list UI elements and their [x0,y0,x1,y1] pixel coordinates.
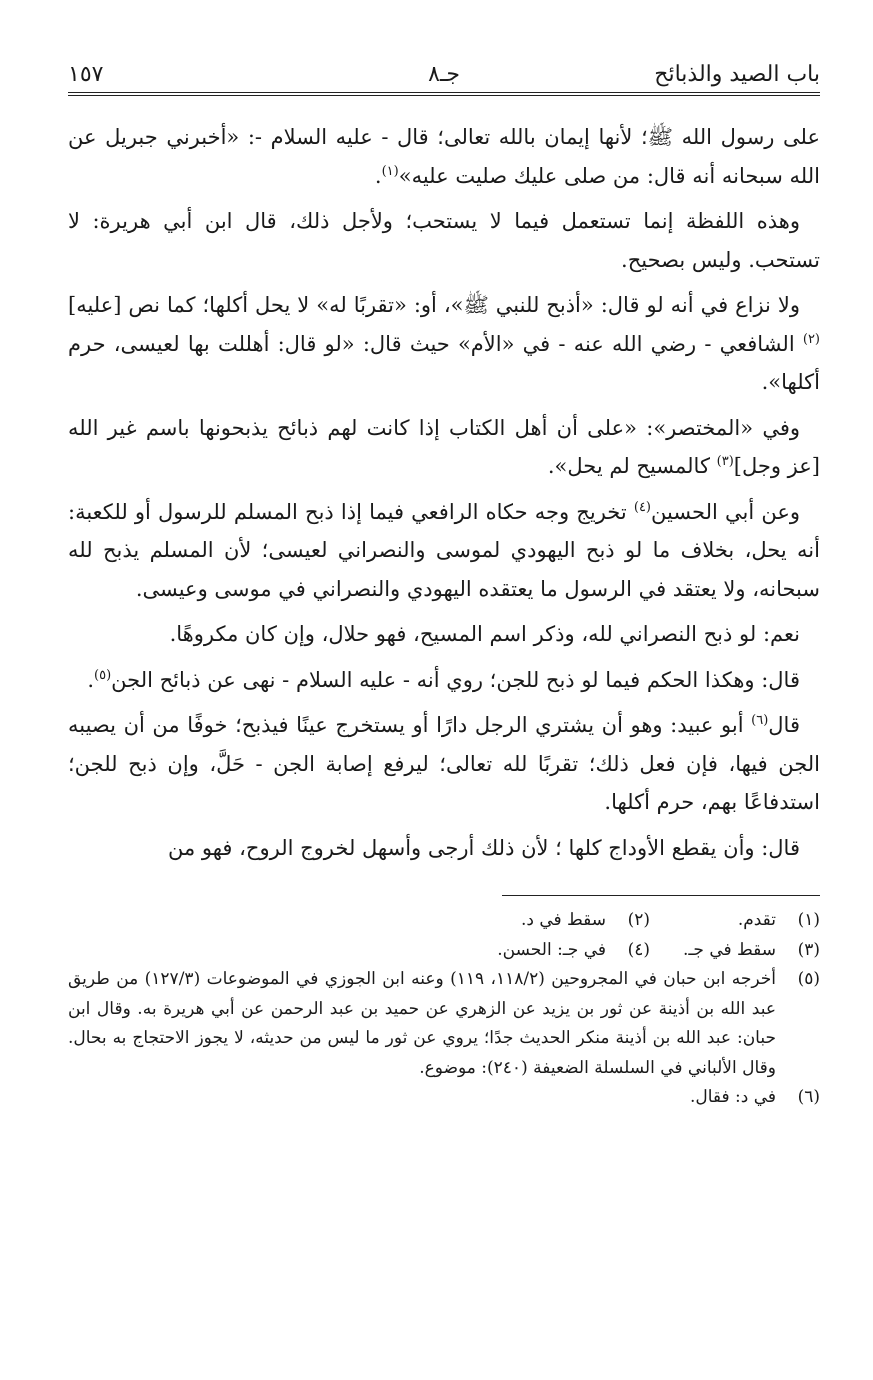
volume-label: جـ٨ [428,62,460,87]
footnote-text: في جـ: الحسن. [497,939,606,960]
paragraph [68,118,820,195]
paragraph [68,661,820,700]
footnotes [68,906,820,1113]
footnote-text: سقط في جـ. [683,939,776,960]
footnote-number: (٦) [797,1087,820,1107]
footnote-text: أخرجه ابن حبان في المجروحين (١١٨/٢، ١١٩) وعنه ابن الجوزي في الموضوعات (١٢٧/٣) من طريق عبد الله بن أذينة عن ثور بن يزيد عن الزهري عن حميد بن عبد الرحمن عن أبي هريرة به. وقال ابن حبان: عبد الله بن أذينة منكر الحديث جدًا؛ يروي عن ثور ما ليس من حديثه، لا يجوز الاحتجاج به بحال. وقال الألباني في السلسلة الضعيفة (٢٤٠): موضوع. [68,969,776,1078]
main-text [68,118,820,867]
text-run: . [87,667,95,692]
text-run: على رسول الله ﷺ؛ لأنها إيمان بالله تعالى؛ قال - عليه السلام -: «أخبرني جبريل عن الله سبحانه أنه قال: من صلى عليك صليت عليه» [68,125,820,188]
text-run: قال [768,713,800,737]
footnote-number: (٥) [797,969,820,989]
footnote-marker: (٤) [633,499,651,515]
footnote-number: (٢) [627,910,650,930]
footnote-5 [68,965,820,1083]
paragraph [68,615,820,654]
footnote-row [68,906,820,936]
paragraph [68,829,820,868]
text-run: وهذه اللفظة إنما تستعمل فيما لا يستحب؛ ولأجل ذلك، قال ابن أبي هريرة: لا تستحب. وليس بصحيح. [68,209,820,272]
paragraph [68,286,820,402]
footnote-row [68,936,820,966]
text-run: وعن أبي الحسين [651,499,800,524]
text-run: ولا نزاع في أنه لو قال: «أذبح للنبي ﷺ»، أو: «تقربًا له» لا يحل أكلها؛ كما نص [عليه] [68,293,800,317]
running-header [68,58,820,92]
text-run: الشافعي - رضي الله عنه - في «الأم» حيث قال: «لو قال: أهللت بها لعيسى، حرم أكلها». [68,331,820,394]
footnote-marker: (٥) [94,667,112,683]
paragraph [68,202,820,279]
footnote-2 [480,906,650,936]
footnote-marker: (٣) [716,454,734,469]
footnote-1 [650,906,820,936]
footnote-text: في د: فقال. [689,1087,776,1107]
text-run: . [374,163,382,188]
text-run: كالمسيح لم يحل». [547,454,717,478]
footnote-marker: (٦) [751,713,769,728]
text-run: تخريج وجه حكاه الرافعي فيما إذا ذبح المسلم للرسول أو للكعبة: أنه يحل، بخلاف ما لو ذبح اليهودي لموسى والنصراني لعيسى؛ لأن المسلم يذبح لله سبحانه، ولا يعتقد في الرسول ما يعتقده اليهودي والنصراني في موسى وعيسى. [68,499,820,601]
header-rule [68,92,820,96]
text-run: نعم: لو ذبح النصراني لله، وذكر اسم المسيح، فهو حلال، وإن كان مكروهًا. [169,622,800,646]
footnote-6 [68,1083,820,1113]
footnote-text: تقدم. [737,910,776,930]
footnote-number: (٣) [797,939,820,960]
footnote-text: سقط في د. [520,910,606,930]
footnote-number: (٤) [627,939,650,960]
text-run: وفي «المختصر»: «على أن أهل الكتاب إذا كانت لهم ذبائح يذبحونها باسم غير الله [عز وجل] [68,415,820,478]
footnote-3 [650,936,820,966]
footnote-marker: (٢) [802,331,820,347]
book-page [68,58,820,1113]
paragraph [68,493,820,609]
text-run: أبو عبيد: وهو أن يشتري الرجل دارًا أو يستخرج عينًا فيذبح؛ خوفًا من أن يصيبه الجن فيها، فإن فعل ذلك؛ تقربًا لله تعالى؛ ليرفع إصابة الجن - حَلَّ، وإن ذبح للجن؛ استدفاعًا بهم، حرم أكلها. [68,713,820,814]
footnote-number: (١) [797,910,820,930]
footnote-4 [480,936,650,966]
page-number: ١٥٧ [68,62,104,87]
paragraph [68,409,820,486]
paragraph [68,706,820,822]
footnote-marker: (١) [381,163,399,179]
text-run: قال: وأن يقطع الأوداج كلها ؛ لأن ذلك أرجى وأسهل لخروج الروح، فهو من [167,835,800,860]
footnote-separator [502,895,820,896]
chapter-title: باب الصيد والذبائح [654,62,820,87]
text-run: قال: وهكذا الحكم فيما لو ذبح للجن؛ روي أنه - عليه السلام - نهى عن ذبائح الجن [111,667,800,692]
